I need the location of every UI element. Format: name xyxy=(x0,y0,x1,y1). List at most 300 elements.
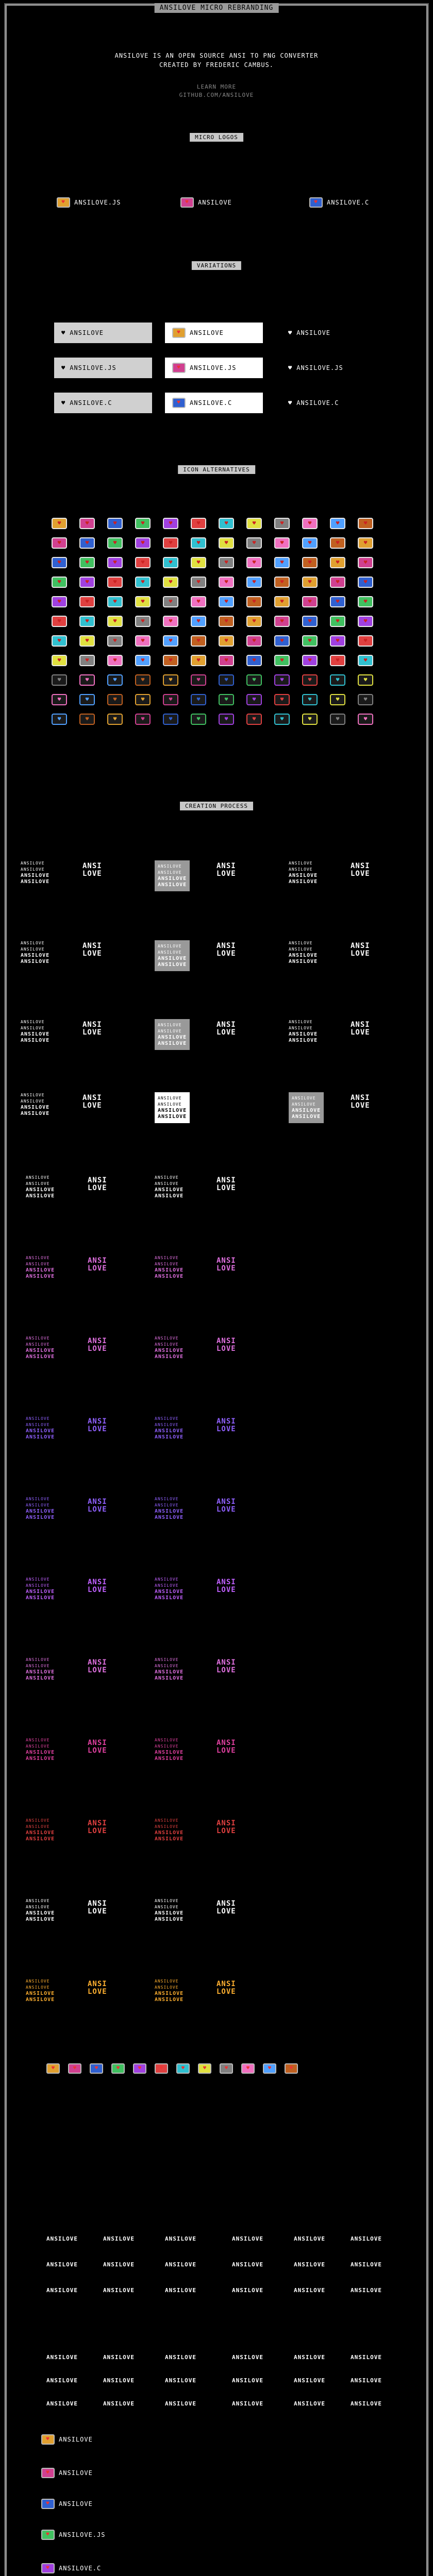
heart-glyph: ♥ xyxy=(363,519,368,527)
ansilove-wordmark: ANSILOVE xyxy=(351,2400,382,2407)
process-word: ANSILOVE xyxy=(26,1664,50,1668)
heart-glyph: ♥ xyxy=(141,656,145,664)
process-stack-word: LOVE xyxy=(216,1988,236,1996)
icon-alternative xyxy=(330,635,345,647)
icon-alternative xyxy=(107,557,123,568)
icon-alternative xyxy=(135,616,151,627)
process-sample xyxy=(26,1175,55,1199)
icon-alternative xyxy=(135,596,151,607)
icon-alternative xyxy=(246,557,262,568)
process-stack-word: ANSI xyxy=(82,862,102,870)
icon-alternative xyxy=(107,537,123,549)
heart-tile-icon xyxy=(241,2063,255,2074)
icon-alternative xyxy=(219,518,234,529)
icon-alternative xyxy=(135,714,151,725)
heart-glyph: ♥ xyxy=(196,539,201,546)
heart-tile-icon xyxy=(41,2563,55,2573)
heart-icon: ♥ xyxy=(288,399,293,406)
heart-glyph: ♥ xyxy=(113,617,117,624)
process-sample xyxy=(26,1818,55,1842)
heart-glyph: ♥ xyxy=(169,558,173,566)
process-stack-word: ANSI xyxy=(88,1739,107,1747)
process-sample xyxy=(155,1019,190,1050)
icon-alternative xyxy=(163,537,178,549)
heart-glyph: ♥ xyxy=(280,656,284,664)
process-stack xyxy=(216,1177,236,1192)
icon-alternative xyxy=(302,616,318,627)
ansilove-wordmark: ANSILOVE xyxy=(232,2287,263,2294)
icon-alternative xyxy=(191,518,206,529)
ansilove-wordmark: ANSILOVE xyxy=(232,2377,263,2384)
heart-tile-icon xyxy=(309,197,323,208)
bottom-logo xyxy=(41,2563,101,2573)
icon-alternative xyxy=(163,694,178,705)
heart-glyph: ♥ xyxy=(169,656,173,664)
variation-label: ANSILOVE xyxy=(190,329,224,336)
heart-tile-icon xyxy=(41,2530,55,2540)
icon-alternative xyxy=(302,714,318,725)
heart-glyph: ♥ xyxy=(252,676,256,683)
process-stack xyxy=(82,1021,102,1037)
process-word: ANSILOVE xyxy=(26,1589,55,1595)
process-stack xyxy=(88,1820,107,1835)
process-word: ANSILOVE xyxy=(155,1428,184,1434)
heart-glyph: ♥ xyxy=(224,656,228,664)
process-sample xyxy=(21,940,49,965)
heart-tile-icon xyxy=(198,2063,211,2074)
icon-alternative xyxy=(302,596,318,607)
process-sample xyxy=(155,1577,184,1601)
ansilove-wordmark: ANSILOVE xyxy=(165,2235,196,2242)
ansilove-wordmark: ANSILOVE xyxy=(46,2235,78,2242)
heart-tile-icon xyxy=(172,363,186,373)
process-word: ANSILOVE xyxy=(21,879,50,885)
process-stack xyxy=(88,1498,107,1514)
icon-alternative xyxy=(191,537,206,549)
process-word: ANSILOVE xyxy=(155,1589,184,1595)
variation-label: ANSILOVE xyxy=(70,329,104,336)
process-sample xyxy=(155,1898,184,1923)
process-stack xyxy=(216,1418,236,1433)
process-stack-word: LOVE xyxy=(216,870,236,878)
icon-alternative xyxy=(79,714,95,725)
process-word: ANSILOVE xyxy=(155,1750,184,1755)
icon-alternative xyxy=(330,537,345,549)
process-word: ANSILOVE xyxy=(158,876,187,882)
process-word: ANSILOVE xyxy=(158,956,187,961)
process-word: ANSILOVE xyxy=(155,1577,179,1582)
process-stack-word: ANSI xyxy=(216,1176,236,1184)
icon-alternative xyxy=(358,655,373,666)
icon-alternative xyxy=(135,577,151,588)
process-word: ANSILOVE xyxy=(26,1256,50,1260)
process-stack-word: ANSI xyxy=(351,1021,370,1029)
heart-glyph: ♥ xyxy=(57,696,61,703)
heart-glyph: ♥ xyxy=(252,578,256,585)
icon-alternative xyxy=(330,518,345,529)
heart-glyph: ♥ xyxy=(336,578,340,585)
heart-glyph: ♥ xyxy=(224,637,228,644)
heart-glyph: ♥ xyxy=(280,539,284,546)
heart-glyph: ♥ xyxy=(336,539,340,546)
icon-alternative xyxy=(79,537,95,549)
icon-alternative xyxy=(191,635,206,647)
process-word: ANSILOVE xyxy=(289,861,313,866)
process-word: ANSILOVE xyxy=(26,1836,55,1842)
heart-glyph: ♥ xyxy=(85,539,89,546)
heart-icon: ♥ xyxy=(288,329,293,336)
icon-alternative xyxy=(246,694,262,705)
process-word: ANSILOVE xyxy=(155,1187,184,1193)
variation-white xyxy=(165,393,263,413)
icon-alternative xyxy=(79,635,95,647)
heart-glyph: ♥ xyxy=(224,598,228,605)
heart-icon: ♥ xyxy=(61,329,66,336)
process-stack-word: LOVE xyxy=(88,1747,107,1755)
icon-alternative xyxy=(302,577,318,588)
process-stack-word: ANSI xyxy=(351,862,370,870)
heart-glyph: ♥ xyxy=(85,578,89,585)
ansilove-wordmark: ANSILOVE xyxy=(351,2354,382,2361)
process-stack xyxy=(88,1980,107,1996)
icon-alternative xyxy=(107,616,123,627)
heart-glyph: ♥ xyxy=(363,637,368,644)
process-stack-word: ANSI xyxy=(88,1498,107,1506)
process-word: ANSILOVE xyxy=(289,947,313,952)
process-word: ANSILOVE xyxy=(155,1595,184,1601)
variation-label: ANSILOVE.JS xyxy=(190,364,237,371)
variation-label: ANSILOVE xyxy=(296,329,331,336)
heart-tile-icon xyxy=(133,2063,146,2074)
process-word: ANSILOVE xyxy=(26,1428,55,1434)
icon-alternative xyxy=(191,616,206,627)
process-word: ANSILOVE xyxy=(155,1267,184,1273)
heart-glyph: ♥ xyxy=(363,617,368,624)
heart-glyph: ♥ xyxy=(280,598,284,605)
heart-tile-icon xyxy=(172,328,186,338)
process-stack xyxy=(88,1177,107,1192)
process-stack-word: ANSI xyxy=(88,1578,107,1586)
heart-glyph: ♥ xyxy=(308,598,312,605)
process-stack-word: ANSI xyxy=(82,1094,102,1102)
process-stack-word: ANSI xyxy=(88,1417,107,1426)
process-stack xyxy=(216,1021,236,1037)
heart-glyph: ♥ xyxy=(196,696,201,703)
process-stack-word: ANSI xyxy=(88,1819,107,1827)
process-word: ANSILOVE xyxy=(26,1503,50,1507)
process-stack-word: LOVE xyxy=(216,1184,236,1192)
process-word: ANSILOVE xyxy=(289,1026,313,1030)
heart-tile-icon xyxy=(220,2063,233,2074)
icon-alternative xyxy=(163,596,178,607)
icon-alternative xyxy=(274,557,290,568)
process-stack-word: LOVE xyxy=(88,1345,107,1353)
icon-alternative xyxy=(219,714,234,725)
icon-alternative xyxy=(246,674,262,686)
process-stack-word: LOVE xyxy=(82,1028,102,1037)
process-word: ANSILOVE xyxy=(21,941,45,945)
ansilove-wordmark: ANSILOVE xyxy=(232,2354,263,2361)
variation-white xyxy=(165,323,263,343)
heart-glyph: ♥ xyxy=(363,696,368,703)
variation-white xyxy=(165,358,263,378)
heart-glyph: ♥ xyxy=(308,519,312,527)
icon-alternative xyxy=(52,557,67,568)
heart-glyph: ♥ xyxy=(224,715,228,722)
heart-tile-icon xyxy=(41,2434,55,2445)
process-stack-word: ANSI xyxy=(216,1900,236,1908)
process-stack-word: LOVE xyxy=(216,1264,236,1273)
process-sample xyxy=(26,1577,55,1601)
process-stack-word: ANSI xyxy=(216,1257,236,1265)
icon-alternative xyxy=(302,655,318,666)
process-word: ANSILOVE xyxy=(26,1509,55,1514)
process-word: ANSILOVE xyxy=(158,870,182,875)
icon-alternative xyxy=(107,518,123,529)
process-word: ANSILOVE xyxy=(155,1756,184,1761)
heart-glyph: ♥ xyxy=(336,715,340,722)
process-word: ANSILOVE xyxy=(21,959,50,964)
ansilove-wordmark: ANSILOVE xyxy=(103,2400,135,2407)
heart-glyph: ♥ xyxy=(336,656,340,664)
heart-glyph: ♥ xyxy=(57,656,61,664)
process-word: ANSILOVE xyxy=(155,1997,184,2003)
process-word: ANSILOVE xyxy=(26,1905,50,1909)
heart-glyph: ♥ xyxy=(224,617,228,624)
icon-alternative xyxy=(135,674,151,686)
process-word: ANSILOVE xyxy=(21,947,45,952)
process-word: ANSILOVE xyxy=(289,941,313,945)
heart-glyph: ♥ xyxy=(141,676,145,683)
heart-icon: ♥ xyxy=(61,364,66,371)
icon-alternative xyxy=(191,577,206,588)
icon-alternative xyxy=(274,714,290,725)
heart-glyph: ♥ xyxy=(363,598,368,605)
heart-tile-icon xyxy=(90,2063,103,2074)
icon-alternative xyxy=(135,537,151,549)
heart-glyph: ♥ xyxy=(113,715,117,722)
process-word: ANSILOVE xyxy=(26,1348,55,1353)
ansilove-wordmark: ANSILOVE xyxy=(165,2400,196,2407)
heart-tile-icon xyxy=(68,2063,81,2074)
section-variations: VARIATIONS xyxy=(192,261,241,270)
heart-glyph: ♥ xyxy=(196,676,201,683)
process-stack xyxy=(88,1900,107,1916)
process-word: ANSILOVE xyxy=(155,1664,179,1668)
ansilove-wordmark: ANSILOVE xyxy=(232,2235,263,2242)
heart-icon: ♥ xyxy=(61,399,66,406)
heart-glyph: ♥ xyxy=(363,558,368,566)
process-stack-word: LOVE xyxy=(216,1345,236,1353)
process-stack-word: LOVE xyxy=(88,1827,107,1835)
learn-more-link[interactable]: LEARN MORE xyxy=(196,83,237,90)
icon-alternative xyxy=(358,537,373,549)
process-word: ANSILOVE xyxy=(26,1416,50,1421)
process-word: ANSILOVE xyxy=(26,1583,50,1588)
icon-alternative xyxy=(191,674,206,686)
icon-alternative xyxy=(274,635,290,647)
heart-glyph: ♥ xyxy=(196,715,201,722)
ansilove-wordmark: ANSILOVE xyxy=(351,2235,382,2242)
icon-alternative xyxy=(274,655,290,666)
heart-glyph: ♥ xyxy=(57,617,61,624)
icon-alternative xyxy=(52,596,67,607)
icon-alternative xyxy=(358,596,373,607)
icon-alternative xyxy=(330,577,345,588)
github-link[interactable]: GITHUB.COM/ANSILOVE xyxy=(179,92,254,98)
icon-alternative xyxy=(219,577,234,588)
process-word: ANSILOVE xyxy=(155,1675,184,1681)
process-stack-word: ANSI xyxy=(216,1819,236,1827)
icon-alternative xyxy=(79,694,95,705)
process-sample xyxy=(26,1416,55,1440)
heart-glyph: ♥ xyxy=(141,598,145,605)
process-word: ANSILOVE xyxy=(155,1434,184,1440)
heart-glyph: ♥ xyxy=(252,715,256,722)
heart-glyph: ♥ xyxy=(85,598,89,605)
process-sample xyxy=(21,860,49,885)
section-creation-process: CREATION PROCESS xyxy=(180,802,253,810)
heart-glyph: ♥ xyxy=(196,656,201,664)
process-word: ANSILOVE xyxy=(292,1096,316,1100)
process-stack-word: LOVE xyxy=(88,1264,107,1273)
ansilove-wordmark: ANSILOVE xyxy=(232,2261,263,2268)
icon-alternative xyxy=(163,635,178,647)
process-stack-word: ANSI xyxy=(216,1578,236,1586)
icon-grid xyxy=(52,518,381,722)
process-word: ANSILOVE xyxy=(155,1193,184,1199)
icon-alternative xyxy=(52,655,67,666)
process-word: ANSILOVE xyxy=(26,1675,55,1681)
process-stack-word: LOVE xyxy=(216,1425,236,1433)
micro-logo-label: ANSILOVE.C xyxy=(327,199,370,206)
heart-glyph: ♥ xyxy=(85,676,89,683)
ansilove-wordmark: ANSILOVE xyxy=(294,2377,325,2384)
process-sample xyxy=(155,1737,184,1762)
icon-alternative xyxy=(191,655,206,666)
process-sample xyxy=(26,1335,55,1360)
icon-alternative xyxy=(52,674,67,686)
process-word: ANSILOVE xyxy=(155,1181,179,1186)
heart-glyph: ♥ xyxy=(336,558,340,566)
heart-glyph: ♥ xyxy=(113,696,117,703)
icon-alternative xyxy=(163,557,178,568)
ansilove-wordmark: ANSILOVE xyxy=(294,2235,325,2242)
process-word: ANSILOVE xyxy=(155,1991,184,1996)
icon-alternative xyxy=(358,577,373,588)
heart-glyph: ♥ xyxy=(141,539,145,546)
process-stack xyxy=(216,1337,236,1353)
icon-alternative xyxy=(358,635,373,647)
process-word: ANSILOVE xyxy=(26,1750,55,1755)
process-stack xyxy=(351,862,370,878)
process-word: ANSILOVE xyxy=(155,1422,179,1427)
process-sample xyxy=(21,1092,49,1117)
process-word: ANSILOVE xyxy=(158,1041,187,1046)
process-word: ANSILOVE xyxy=(155,1917,184,1922)
icon-alternative xyxy=(219,616,234,627)
variation-grey xyxy=(54,358,152,378)
heart-glyph: ♥ xyxy=(252,656,256,664)
icon-alternative xyxy=(191,557,206,568)
process-word: ANSILOVE xyxy=(26,1267,55,1273)
variation-label: ANSILOVE.JS xyxy=(70,364,116,371)
process-stack-word: ANSI xyxy=(88,1900,107,1908)
process-word: ANSILOVE xyxy=(26,1744,50,1749)
icon-alternative xyxy=(330,655,345,666)
ansilove-wordmark: ANSILOVE xyxy=(351,2261,382,2268)
variation-black xyxy=(281,358,379,378)
heart-glyph: ♥ xyxy=(141,519,145,527)
process-word: ANSILOVE xyxy=(292,1114,321,1120)
bottom-logo-label: ANSILOVE.C xyxy=(59,2565,102,2572)
process-word: ANSILOVE xyxy=(26,1497,50,1501)
heart-glyph: ♥ xyxy=(252,637,256,644)
process-stack xyxy=(216,1739,236,1755)
process-word: ANSILOVE xyxy=(155,1744,179,1749)
process-word: ANSILOVE xyxy=(158,1102,182,1107)
icon-alternative xyxy=(79,577,95,588)
process-word: ANSILOVE xyxy=(21,861,45,866)
heart-glyph: ♥ xyxy=(280,637,284,644)
process-sample xyxy=(26,1737,55,1762)
process-word: ANSILOVE xyxy=(26,1342,50,1347)
process-word: ANSILOVE xyxy=(155,1910,184,1916)
variation-grey xyxy=(54,323,152,343)
process-word: ANSILOVE xyxy=(26,1175,50,1180)
process-word: ANSILOVE xyxy=(155,1336,179,1341)
process-stack-word: LOVE xyxy=(88,1505,107,1514)
micro-logo-label: ANSILOVE.JS xyxy=(74,199,121,206)
ansilove-wordmark: ANSILOVE xyxy=(103,2287,135,2294)
heart-glyph: ♥ xyxy=(85,656,89,664)
process-stack-word: LOVE xyxy=(88,1907,107,1916)
heart-glyph: ♥ xyxy=(85,637,89,644)
process-stack xyxy=(351,1021,370,1037)
icon-alternative xyxy=(135,518,151,529)
icon-alternative xyxy=(163,616,178,627)
heart-glyph: ♥ xyxy=(336,637,340,644)
process-stack xyxy=(82,862,102,878)
icon-alternative xyxy=(246,714,262,725)
heart-glyph: ♥ xyxy=(113,539,117,546)
heart-glyph: ♥ xyxy=(169,519,173,527)
heart-glyph: ♥ xyxy=(280,676,284,683)
page-frame xyxy=(5,4,428,2576)
process-word: ANSILOVE xyxy=(155,1262,179,1266)
process-word: ANSILOVE xyxy=(158,1114,187,1120)
heart-glyph: ♥ xyxy=(85,715,89,722)
process-stack xyxy=(216,1257,236,1273)
heart-glyph: ♥ xyxy=(113,656,117,664)
bottom-logo xyxy=(41,2468,93,2478)
process-stack xyxy=(88,1659,107,1674)
icon-alternative xyxy=(274,577,290,588)
icon-alternative xyxy=(107,596,123,607)
icon-alternative xyxy=(79,655,95,666)
heart-glyph: ♥ xyxy=(224,696,228,703)
process-word: ANSILOVE xyxy=(21,1031,50,1037)
process-word: ANSILOVE xyxy=(158,864,182,869)
process-word: ANSILOVE xyxy=(158,1023,182,1027)
process-stack xyxy=(216,1820,236,1835)
heart-glyph: ♥ xyxy=(85,696,89,703)
icon-alternative xyxy=(52,537,67,549)
heart-glyph: ♥ xyxy=(57,539,61,546)
process-word: ANSILOVE xyxy=(289,1038,318,1043)
variation-label: ANSILOVE.JS xyxy=(296,364,343,371)
heart-tile-icon xyxy=(180,197,194,208)
